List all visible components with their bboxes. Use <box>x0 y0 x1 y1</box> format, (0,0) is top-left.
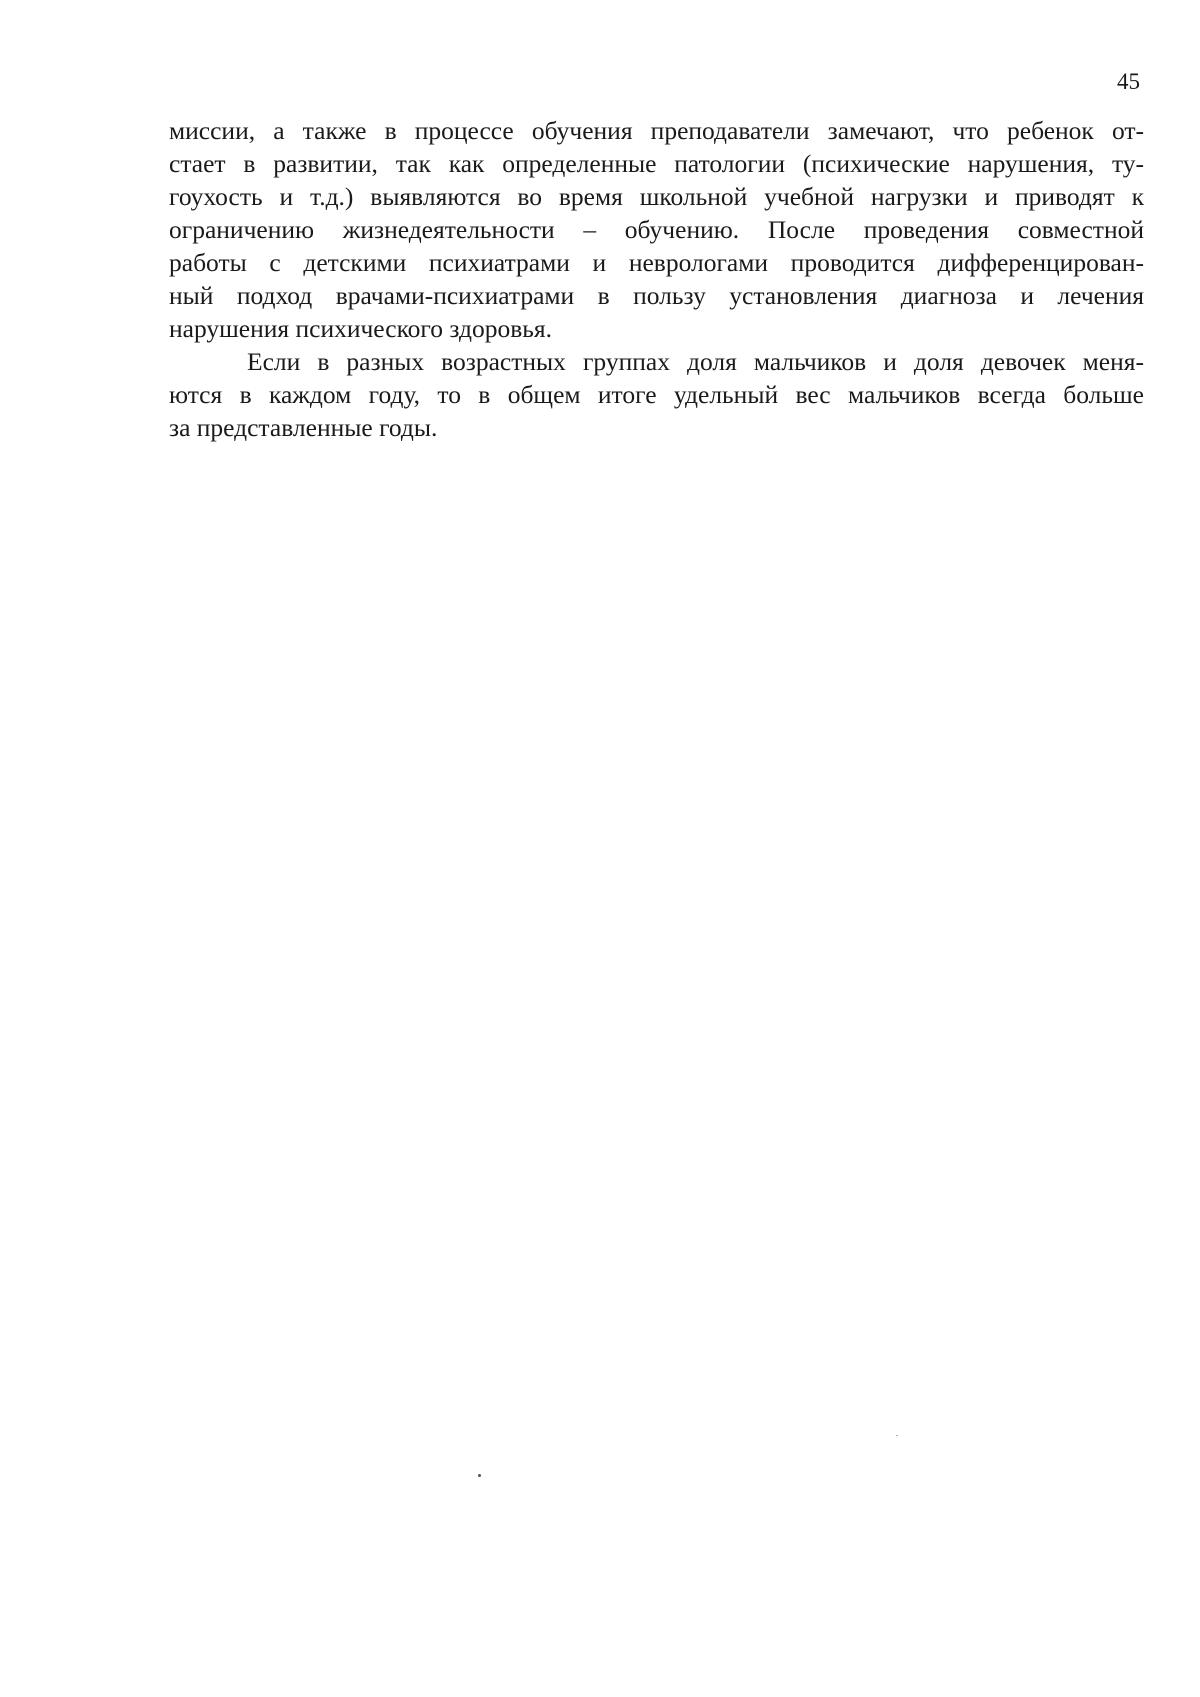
text-line: ный подход врачами-психиатрами в пользу установления диагноза и лечения <box>169 281 1144 310</box>
paragraph-first-line: Если в разных возрастных группах доля мальчиков и доля девочек меня- <box>247 347 1144 376</box>
text-line: ются в каждом году, то в общем итоге удельный вес мальчиков всегда больше <box>169 380 1144 409</box>
text-line: работы с детскими психиатрами и неврологами проводится дифференцирован- <box>169 248 1144 277</box>
text-line: миссии, а также в процессе обучения преподаватели замечают, что ребенок от- <box>169 116 1144 145</box>
text-line: стает в развитии, так как определенные патологии (психические нарушения, ту- <box>169 149 1144 178</box>
body-text <box>169 114 1144 444</box>
text-line: ограничению жизнедеятельности – обучению. После проведения совместной <box>169 215 1144 244</box>
text-line: гоухость и т.д.) выявляются во время школьной учебной нагрузки и приводят к <box>169 182 1144 211</box>
page-number: 45 <box>1117 69 1140 94</box>
text-line: нарушения психического здоровья. <box>169 314 552 343</box>
scan-speck <box>478 1474 481 1477</box>
text-line: за представленные годы. <box>169 413 438 442</box>
scan-speck <box>896 1435 898 1436</box>
